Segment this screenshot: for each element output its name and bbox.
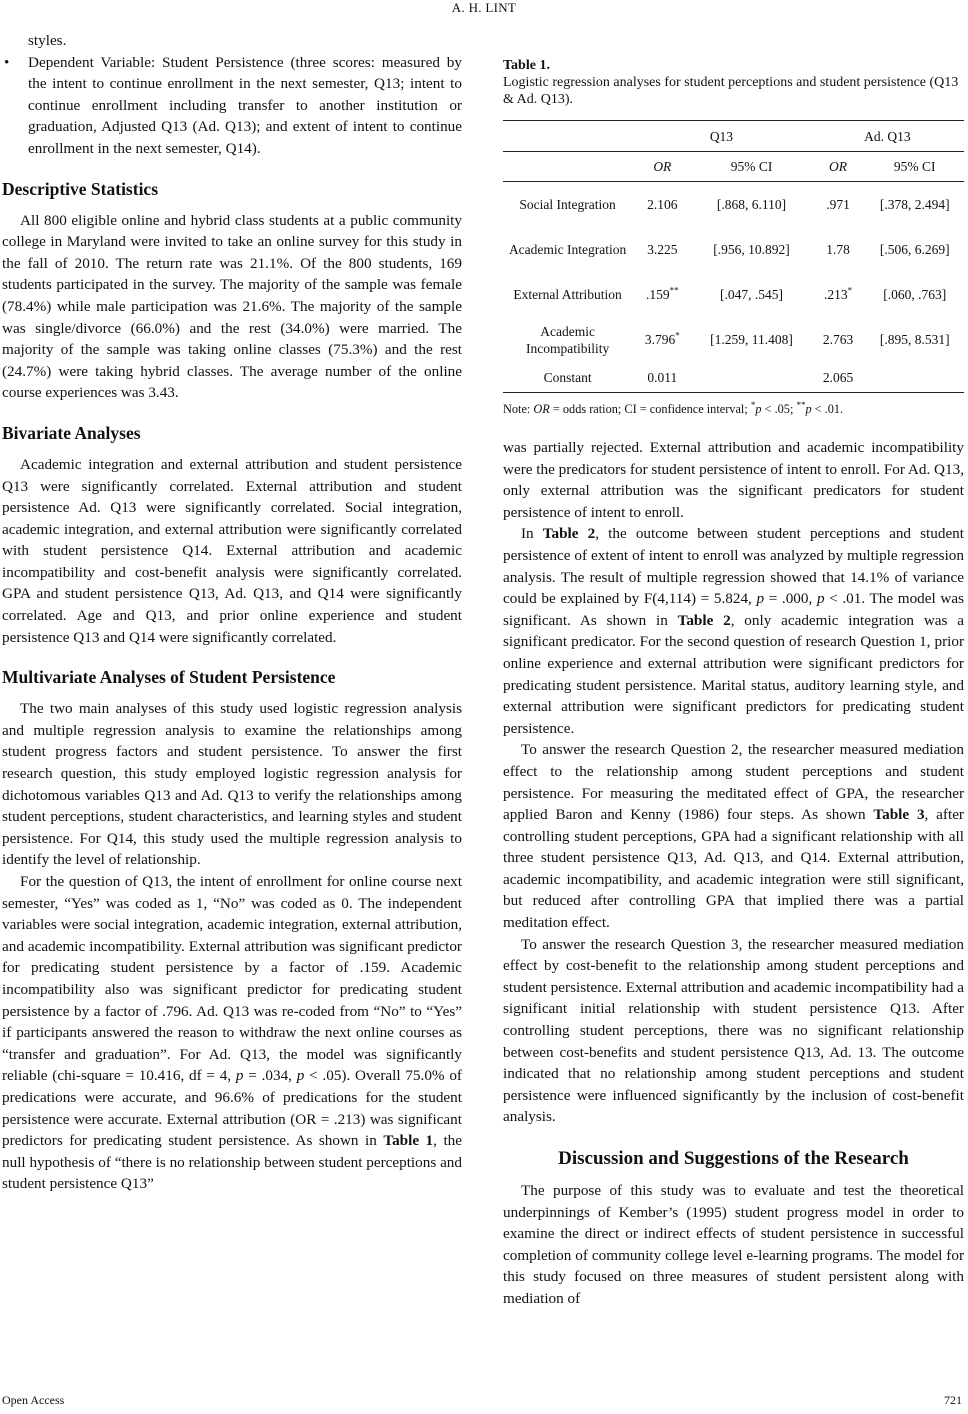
section-heading-descriptive: Descriptive Statistics xyxy=(2,178,159,199)
row-label: Social Integration xyxy=(519,197,616,212)
cell-or: 3.796* xyxy=(644,330,680,347)
paragraph: The two main analyses of this study used logistic regression analysis and multiple regression analysis to examine the relationships among student progress factors and student persistence. To answer the first research question, this study employed logistic regression analysis for dichotomous variables Q13 and Ad. Q13 to verify the relationships among student perceptions, student characteristics, and learning styles and student persistence. For Q14, this study used the multiple regression analysis to identify the level of relationship. xyxy=(2,700,462,869)
table-row xyxy=(503,182,964,228)
table-header-row xyxy=(503,121,964,152)
table-note: Note: OR = odds ration; CI = confidence interval; *p < .05; **p < .01. xyxy=(503,399,844,416)
row-label: Constant xyxy=(543,369,592,385)
section-heading-discussion: Discussion and Suggestions of the Research xyxy=(558,1148,909,1169)
row-label: External Attribution xyxy=(513,287,622,302)
section-heading-bivariate: Bivariate Analyses xyxy=(2,422,141,443)
cell-or: 0.011 xyxy=(647,369,678,385)
cell-or: .213* xyxy=(823,285,853,302)
table-row xyxy=(503,272,964,317)
column-header: OR xyxy=(653,159,672,174)
page-number: 721 xyxy=(944,1393,962,1407)
cell-ci: [.060, .763] xyxy=(883,287,947,302)
results-table xyxy=(503,120,964,393)
table-caption: Logistic regression analyses for student perceptions and student persistence (Q13 & Ad. Q13). xyxy=(503,75,959,107)
paragraph: To answer the research Question 2, the researcher measured mediation effect to the relationship among student perceptions and student persistence. For measuring the meditated effect of GPA, the researcher applied Baron and Kenny (1986) four steps. As shown Table 3, after controlling student perceptions, GPA had a significant relationship with all three student persistence Q13, Ad. Q13, and Q14. External attribution, academic incompatibility, and academic integration were still significant, but reduced after controlling GPA that implied there was a partial meditation effect. xyxy=(503,741,964,932)
cell-or: 2.763 xyxy=(822,332,854,347)
footer-journal: Open Access xyxy=(2,1393,65,1407)
table-row xyxy=(503,362,964,393)
table-row xyxy=(503,227,964,272)
cell-ci: [.895, 8.531] xyxy=(879,332,950,347)
cell-or: 1.78 xyxy=(826,242,850,257)
row-label: Academic Integration xyxy=(508,242,627,257)
cell-or: 3.225 xyxy=(647,242,678,257)
list-item xyxy=(2,52,462,160)
paragraph: All 800 eligible online and hybrid class students at a public community college in Maryland were invited to take an online survey for this study in the fall of 2010. The return rate was 21.1%. Of the 800 students, 169 students participated in the survey. The majority of the sample was female (78.4%) while male participation was 21.6%. The majority of the sample was single/divorce (66.0%) and the rest (34.0%) were married. The majority of the sample was taking online classes (75.3%) and the rest (24.7%) were taking hybrid classes. The average number of the online course experiences was 3.43. xyxy=(2,211,462,402)
cell-or: 2.106 xyxy=(647,197,678,212)
cell-ci: [.047, .545] xyxy=(720,287,784,302)
right-column xyxy=(503,57,964,1310)
section-heading-multivariate: Multivariate Analyses of Student Persistence xyxy=(2,667,336,688)
column-group-q13: Q13 xyxy=(632,121,810,152)
left-column xyxy=(2,30,462,1195)
paragraph: The purpose of this study was to evaluate and test the theoretical underpinnings of Kember’s (1995) student progress model in order to examine the direct or indirect effects of student persistence in successful completion of community college level e-learning programs. The model for this study focused on three measures of student persistent along with mediation of xyxy=(503,1182,964,1307)
column-header: OR xyxy=(829,159,848,174)
cell-ci: [.868, 6.110] xyxy=(716,197,787,212)
cell-ci: [.506, 6.269] xyxy=(879,242,950,257)
paragraph: To answer the research Question 3, the researcher measured mediation effect by cost-benefit to the relationship among student perceptions and student persistence. External attribution and academic incompatibility had a significant initial relationship with student persistence Q13. After controlling student perceptions, there was no significant relationship between cost-benefits and student persistence Q13, Ad. 13. The outcome indicated that no relationship among student perceptions and student persistence were influenced significantly by the inclusion of cost-benefit analysis. xyxy=(503,935,964,1126)
table-2-reference: Table 2 xyxy=(542,525,596,543)
cell-ci: [1.259, 11.408] xyxy=(710,332,793,347)
intro-fragment: styles. xyxy=(28,32,67,49)
running-head: A. H. LINT xyxy=(451,0,517,15)
cell-or: 2.065 xyxy=(822,369,854,385)
column-header: 95% CI xyxy=(865,152,964,182)
dependent-variable-text: Dependent Variable: Student Persistence (three scores: measured by the intent to continue enrollment in the next semester, Q13; intent to continue enrollment including transfer to another institution or graduation, Adjusted Q13 (Ad. Q13); and extent of intent to continue enrollment in the next semester, Q14). xyxy=(28,53,462,157)
cell-ci: [.378, 2.494] xyxy=(879,197,950,212)
variable-list xyxy=(2,52,462,160)
table-title: Table 1. xyxy=(503,58,550,73)
cell-ci xyxy=(865,362,964,393)
cell-ci: [.956, 10.892] xyxy=(713,242,790,257)
table-row xyxy=(503,317,964,362)
paragraph: In Table 2, the outcome between student perceptions and student persistence of extent of intent to enroll was analyzed by multiple regression analysis. The result of multiple regression showed that 14.1% of variance could be explained by F(4,114) = 5.824, p = .000, p < .01. The model was significant. As shown in Table 2, only academic integration was a significant predicator. For the second question of research Question 1, prior online experience and external attribution were significant predictors for predicating student persistence. Marital status, auditory learning style, and external attribution were significant predictors for predicating student persistence. xyxy=(503,525,964,737)
row-label: Academic Incompatibility xyxy=(525,323,610,356)
column-group-ad-q13: Ad. Q13 xyxy=(811,121,964,152)
paragraph: Academic integration and external attribution and student persistence Q13 were significantly correlated. External attribution and student persistence Ad. Q13 were significantly correlated. Social integration, academic integration, and external attribution were significantly correlated with student persistence Q14. External attribution and academic incompatibility and cost-benefit analysis were significantly correlated. GPA and student persistence Q13, Ad. Q13, and Q14 were significantly correlated. Age and Q13, and prior online experience and student persistence Q13 and Q14 were significantly correlated. xyxy=(2,455,462,646)
cell-or: .971 xyxy=(826,197,850,212)
table-subheader-row xyxy=(503,152,964,182)
table-3-reference: Table 3 xyxy=(873,806,925,824)
cell-ci xyxy=(692,362,810,393)
table-1-reference: Table 1 xyxy=(383,1132,434,1150)
cell-or: .159** xyxy=(646,285,679,302)
bullet-icon: • xyxy=(4,53,10,71)
paragraph: For the question of Q13, the intent of enrollment for online course next semester, “Yes” was coded as 1, “No” was coded as 0. The independent variables were social integration, academic integration, external attribution, and academic incompatibility. External attribution was significant predictor for predicating student persistence by a factor of .159. Academic incompatibility also was significant predictor for predicating student persistence by a factor of .796. Ad. Q13 was re-coded from “No” to “Yes” if participants answered the reason to withdraw the next online courses as “transfer and graduation”. For Ad. Q13, the model was significantly reliable (chi-square = 10.416, df = 4, p = .034, p < .05). Overall 75.0% of predications were accurate, and 96.6% of predications for the student persistence were accurate. External attribution (OR = .213) was significant predictors for predicating student persistence. As shown in Table 1, the null hypothesis of “there is no relationship between student perceptions and student persistence Q13” xyxy=(2,873,462,1193)
table-2-reference: Table 2 xyxy=(677,611,731,629)
paragraph: was partially rejected. External attribution and academic incompatibility were the predicators for student persistence of intent to enroll. For Ad. Q13, only external attribution was the significant predicators for student persistence of intent to enroll. xyxy=(503,439,964,521)
column-header: 95% CI xyxy=(692,152,810,182)
